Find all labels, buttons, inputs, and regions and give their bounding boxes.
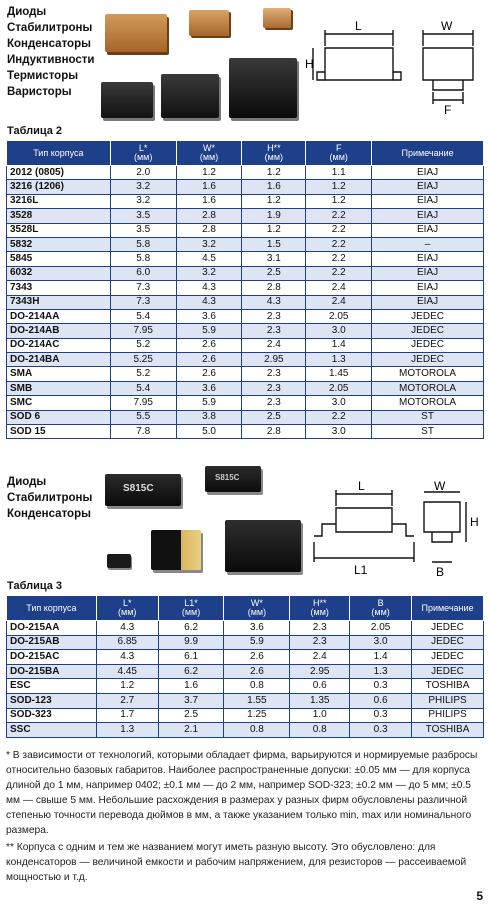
table2-cell-l: 7.3 xyxy=(110,281,176,295)
table2-cell-f: 1.4 xyxy=(306,338,372,352)
dim2-label-w: W xyxy=(434,480,446,493)
table3-cell-case: SOD-323 xyxy=(7,708,97,723)
table3-cell-b: 0.3 xyxy=(350,708,412,723)
table2-cell-h: 2.3 xyxy=(242,367,306,381)
table3-cell-note: JEDEC xyxy=(412,650,484,665)
table2-cell-h: 2.3 xyxy=(242,396,306,410)
table2-cell-note: ST xyxy=(372,410,484,424)
category-capacitors: Конденсаторы xyxy=(7,38,91,50)
table2-cell-l: 7.8 xyxy=(110,425,176,439)
table2-cell-h: 2.3 xyxy=(242,381,306,395)
table2-cell-note: JEDEC xyxy=(372,309,484,323)
table2-row xyxy=(7,295,484,309)
table3-cell-w: 2.6 xyxy=(224,664,290,679)
table2-cell-h: 1.2 xyxy=(242,223,306,237)
table2-cell-f: 1.1 xyxy=(306,166,372,180)
table2-header-case: Тип корпуса xyxy=(7,141,111,166)
table3-cell-w: 0.8 xyxy=(224,723,290,738)
table2-cell-h: 3.1 xyxy=(242,252,306,266)
table3-header-h: H** (мм) xyxy=(290,596,350,621)
table2-cell-f: 1.3 xyxy=(306,353,372,367)
table2-cell-w: 2.6 xyxy=(176,353,242,367)
table3-cell-case: DO-215AB xyxy=(7,635,97,650)
table3-title: Таблица 3 xyxy=(7,580,63,592)
table2-cell-f: 2.2 xyxy=(306,237,372,251)
table3-cell-l: 1.2 xyxy=(96,679,158,694)
table2-cell-w: 4.3 xyxy=(176,295,242,309)
dim2-label-h: H xyxy=(470,515,479,529)
table2-row xyxy=(7,166,484,180)
table3-cell-note: TOSHIBA xyxy=(412,679,484,694)
chip-marking-1: S815C xyxy=(123,483,154,494)
table3-header-l: L* (мм) xyxy=(96,596,158,621)
table2-cell-l: 5.2 xyxy=(110,367,176,381)
footnote-1: * В зависимости от технологий, которыми обладает фирма, варьируются и нормируемые разбросы относительно базовых габаритов. Наиболее распространенные допуски: ±0.05 мм — для корпуса длиной до 1 мм, например 0402; ±0.1 мм — до 2 мм, например SOD-323; ±0.2 мм — до 5 мм; ±0.5 мм — свыше 5 мм. Небольшие расхождения в размерах у разных фирм обусловлены различной степенью точности перевода дюймов в мм, а также указанием только min, max или номинального размера. xyxy=(6,750,478,836)
table2-cell-case: 3528 xyxy=(7,209,111,223)
table3-cell-l1: 1.6 xyxy=(158,679,224,694)
table2-row xyxy=(7,281,484,295)
table2-cell-w: 2.6 xyxy=(176,338,242,352)
table2-cell-f: 2.2 xyxy=(306,252,372,266)
table2-cell-h: 1.6 xyxy=(242,180,306,194)
small-chip xyxy=(107,554,131,568)
table2-row xyxy=(7,381,484,395)
table3-row xyxy=(7,708,484,723)
table2-cell-w: 4.5 xyxy=(176,252,242,266)
table3-cell-note: PHILIPS xyxy=(412,693,484,708)
table2-row xyxy=(7,396,484,410)
table3-cell-h: 0.8 xyxy=(290,723,350,738)
table2-cell-l: 5.4 xyxy=(110,381,176,395)
table3-row xyxy=(7,679,484,694)
table3-cell-l: 4.45 xyxy=(96,664,158,679)
table2-row xyxy=(7,324,484,338)
table2-cell-f: 3.0 xyxy=(306,396,372,410)
dim2-label-l: L xyxy=(358,480,365,493)
table2-cell-l: 5.8 xyxy=(110,237,176,251)
table2-row xyxy=(7,338,484,352)
sod-chip-1 xyxy=(105,474,181,506)
table2-cell-f: 2.2 xyxy=(306,266,372,280)
table2-cell-case: SMC xyxy=(7,396,111,410)
category-diodes-2: Диоды xyxy=(7,476,47,488)
table2-cell-w: 2.8 xyxy=(176,209,242,223)
table2-cell-h: 2.8 xyxy=(242,281,306,295)
table3-cell-w: 0.8 xyxy=(224,679,290,694)
table2-cell-f: 2.2 xyxy=(306,410,372,424)
table2-cell-l: 3.5 xyxy=(110,223,176,237)
table2-header-w: W* (мм) xyxy=(176,141,242,166)
table3-cell-w: 1.25 xyxy=(224,708,290,723)
table2-cell-note: EIAJ xyxy=(372,281,484,295)
table3-row xyxy=(7,650,484,665)
table2-cell-l: 7.95 xyxy=(110,324,176,338)
category-list-1 xyxy=(7,4,95,100)
table3-row xyxy=(7,664,484,679)
table2-cell-case: DO-214AC xyxy=(7,338,111,352)
table2-cell-case: DO-214AA xyxy=(7,309,111,323)
black-chip-2 xyxy=(161,74,219,118)
table2-cell-f: 3.0 xyxy=(306,324,372,338)
table2-cell-note: EIAJ xyxy=(372,252,484,266)
table3-cell-b: 2.05 xyxy=(350,621,412,636)
table2 xyxy=(6,140,484,439)
black-chip-3 xyxy=(229,58,297,118)
table3-cell-h: 2.3 xyxy=(290,621,350,636)
table3-row xyxy=(7,621,484,636)
table2-cell-f: 2.2 xyxy=(306,209,372,223)
table3-cell-case: SOD-123 xyxy=(7,693,97,708)
table2-row xyxy=(7,266,484,280)
table3-cell-l1: 6.1 xyxy=(158,650,224,665)
table3-cell-note: PHILIPS xyxy=(412,708,484,723)
table3-row xyxy=(7,723,484,738)
table2-cell-f: 2.05 xyxy=(306,381,372,395)
table2-row xyxy=(7,410,484,424)
table2-cell-l: 6.0 xyxy=(110,266,176,280)
table3-header-l1: L1* (мм) xyxy=(158,596,224,621)
table2-cell-l: 3.5 xyxy=(110,209,176,223)
table3-cell-case: SSC xyxy=(7,723,97,738)
table2-cell-h: 1.2 xyxy=(242,194,306,208)
table2-header-f: F (мм) xyxy=(306,141,372,166)
smd-chip-gold xyxy=(151,530,201,570)
page-number: 5 xyxy=(476,889,483,903)
table2-cell-case: SMA xyxy=(7,367,111,381)
table2-cell-case: 7343 xyxy=(7,281,111,295)
table2-cell-h: 2.5 xyxy=(242,410,306,424)
table3-cell-l1: 2.1 xyxy=(158,723,224,738)
table2-row xyxy=(7,353,484,367)
table3-header-row xyxy=(7,596,484,621)
table2-cell-case: 5832 xyxy=(7,237,111,251)
table2-cell-note: JEDEC xyxy=(372,338,484,352)
table2-cell-f: 2.4 xyxy=(306,281,372,295)
table3-cell-h: 2.4 xyxy=(290,650,350,665)
table2-row xyxy=(7,425,484,439)
table2-cell-w: 3.6 xyxy=(176,381,242,395)
table2-cell-f: 2.05 xyxy=(306,309,372,323)
table3-cell-l1: 6.2 xyxy=(158,621,224,636)
table2-cell-case: 5845 xyxy=(7,252,111,266)
table3-cell-case: DO-215AA xyxy=(7,621,97,636)
table2-cell-case: SMB xyxy=(7,381,111,395)
table2-cell-w: 1.6 xyxy=(176,180,242,194)
table2-row xyxy=(7,309,484,323)
dim2-label-l1: L1 xyxy=(354,563,368,577)
table2-cell-note: EIAJ xyxy=(372,209,484,223)
table2-cell-case: DO-214BA xyxy=(7,353,111,367)
table2-cell-h: 2.5 xyxy=(242,266,306,280)
table2-cell-note: – xyxy=(372,237,484,251)
table3-cell-case: ESC xyxy=(7,679,97,694)
table2-cell-note: EIAJ xyxy=(372,166,484,180)
category-inductors: Индуктивности xyxy=(7,54,95,66)
table2-cell-h: 1.5 xyxy=(242,237,306,251)
table2-cell-l: 5.5 xyxy=(110,410,176,424)
table3-cell-b: 0.6 xyxy=(350,693,412,708)
table2-cell-f: 3.0 xyxy=(306,425,372,439)
table2-cell-w: 1.2 xyxy=(176,166,242,180)
footnote-2: ** Корпуса с одним и тем же названием могут иметь разную высоту. Это обусловлено: для конденсаторов — величиной емкости и рабочим напряжением, для резисторов — рассеиваемой мощностью и т.д. xyxy=(6,842,467,883)
table2-cell-w: 1.6 xyxy=(176,194,242,208)
table3-cell-w: 5.9 xyxy=(224,635,290,650)
table2-row xyxy=(7,367,484,381)
table2-cell-f: 1.2 xyxy=(306,194,372,208)
footnotes xyxy=(6,748,484,887)
table2-cell-note: MOTOROLA xyxy=(372,396,484,410)
table3-cell-w: 3.6 xyxy=(224,621,290,636)
table3-cell-l: 4.3 xyxy=(96,650,158,665)
category-capacitors-2: Конденсаторы xyxy=(7,508,91,520)
table3-cell-l1: 6.2 xyxy=(158,664,224,679)
table3-header-note: Примечание xyxy=(412,596,484,621)
table2-cell-f: 2.2 xyxy=(306,223,372,237)
table2-cell-h: 2.95 xyxy=(242,353,306,367)
table2-cell-w: 3.8 xyxy=(176,410,242,424)
chip-marking-2: S815C xyxy=(215,473,240,482)
table2-cell-f: 1.45 xyxy=(306,367,372,381)
table2-cell-note: EIAJ xyxy=(372,266,484,280)
table2-cell-h: 2.3 xyxy=(242,324,306,338)
category-diodes: Диоды xyxy=(7,6,47,18)
category-zeners: Стабилитроны xyxy=(7,22,93,34)
table3-header-w: W* (мм) xyxy=(224,596,290,621)
table2-cell-note: MOTOROLA xyxy=(372,381,484,395)
dim-label-l: L xyxy=(355,19,362,33)
dim-label-f: F xyxy=(444,103,452,117)
table2-title: Таблица 2 xyxy=(7,125,63,137)
table3-cell-l: 4.3 xyxy=(96,621,158,636)
table3-cell-note: TOSHIBA xyxy=(412,723,484,738)
table2-cell-w: 5.0 xyxy=(176,425,242,439)
sod-chip-2 xyxy=(205,466,261,492)
table2-cell-l: 5.4 xyxy=(110,309,176,323)
table3-cell-case: DO-215BA xyxy=(7,664,97,679)
table2-cell-case: SOD 15 xyxy=(7,425,111,439)
table2-header-l: L* (мм) xyxy=(110,141,176,166)
table2-cell-w: 3.2 xyxy=(176,266,242,280)
table3-cell-note: JEDEC xyxy=(412,664,484,679)
table3-cell-h: 0.6 xyxy=(290,679,350,694)
table2-cell-w: 3.2 xyxy=(176,237,242,251)
category-zeners-2: Стабилитроны xyxy=(7,492,93,504)
table2-cell-note: EIAJ xyxy=(372,180,484,194)
table2-cell-h: 2.4 xyxy=(242,338,306,352)
table2-row xyxy=(7,209,484,223)
table3-cell-l: 1.3 xyxy=(96,723,158,738)
table2-cell-case: 6032 xyxy=(7,266,111,280)
table3-cell-b: 3.0 xyxy=(350,635,412,650)
table2-cell-l: 5.2 xyxy=(110,338,176,352)
table2-cell-note: EIAJ xyxy=(372,194,484,208)
dim2-label-b: B xyxy=(436,565,445,579)
black-chip-1 xyxy=(101,82,153,118)
table2-header-row xyxy=(7,141,484,166)
table3-header-case: Тип корпуса xyxy=(7,596,97,621)
table2-cell-case: SOD 6 xyxy=(7,410,111,424)
table2-row xyxy=(7,223,484,237)
table2-cell-l: 2.0 xyxy=(110,166,176,180)
table2-cell-w: 5.9 xyxy=(176,396,242,410)
tantalum-cap-small xyxy=(263,8,291,28)
components-photo-2 xyxy=(93,462,307,582)
tantalum-cap-medium xyxy=(189,10,229,36)
table2-cell-w: 4.3 xyxy=(176,281,242,295)
table3-cell-b: 1.4 xyxy=(350,650,412,665)
table2-cell-case: 2012 (0805) xyxy=(7,166,111,180)
table3-cell-w: 1.55 xyxy=(224,693,290,708)
table2-cell-h: 2.3 xyxy=(242,309,306,323)
table2-cell-w: 2.6 xyxy=(176,367,242,381)
table2-header-note: Примечание xyxy=(372,141,484,166)
tantalum-cap-large xyxy=(105,14,167,52)
table2-header-h: H** (мм) xyxy=(242,141,306,166)
table2-cell-case: 7343H xyxy=(7,295,111,309)
table3-cell-l1: 3.7 xyxy=(158,693,224,708)
table3-cell-h: 1.0 xyxy=(290,708,350,723)
table2-cell-l: 5.25 xyxy=(110,353,176,367)
table3-cell-l: 1.7 xyxy=(96,708,158,723)
table2-cell-case: 3216L xyxy=(7,194,111,208)
table2-cell-l: 7.95 xyxy=(110,396,176,410)
category-thermistors: Термисторы xyxy=(7,70,79,82)
dimension-diagram-2 xyxy=(312,480,487,580)
table2-cell-f: 1.2 xyxy=(306,180,372,194)
table2-row xyxy=(7,252,484,266)
table3-cell-b: 0.3 xyxy=(350,723,412,738)
table2-cell-case: DO-214AB xyxy=(7,324,111,338)
dimension-diagram-1 xyxy=(305,8,485,120)
table3-cell-w: 2.6 xyxy=(224,650,290,665)
table2-cell-note: ST xyxy=(372,425,484,439)
table2-cell-f: 2.4 xyxy=(306,295,372,309)
table2-row xyxy=(7,194,484,208)
table2-cell-h: 4.3 xyxy=(242,295,306,309)
smd-chip-large xyxy=(225,520,301,572)
table2-row xyxy=(7,237,484,251)
table2-cell-l: 3.2 xyxy=(110,194,176,208)
table3-cell-h: 2.95 xyxy=(290,664,350,679)
table2-row xyxy=(7,180,484,194)
dim-label-h: H xyxy=(305,57,314,71)
table2-cell-note: JEDEC xyxy=(372,324,484,338)
table3-row xyxy=(7,635,484,650)
table3-row xyxy=(7,693,484,708)
table3-cell-note: JEDEC xyxy=(412,621,484,636)
table3-cell-l1: 2.5 xyxy=(158,708,224,723)
table3-cell-h: 2.3 xyxy=(290,635,350,650)
table3-header-b: B (мм) xyxy=(350,596,412,621)
table2-cell-h: 2.8 xyxy=(242,425,306,439)
table2-cell-note: JEDEC xyxy=(372,353,484,367)
table3-cell-h: 1.35 xyxy=(290,693,350,708)
table2-cell-w: 5.9 xyxy=(176,324,242,338)
table2-cell-case: 3216 (1206) xyxy=(7,180,111,194)
table2-cell-note: EIAJ xyxy=(372,223,484,237)
table3-cell-note: JEDEC xyxy=(412,635,484,650)
table2-cell-h: 1.2 xyxy=(242,166,306,180)
table2-cell-note: EIAJ xyxy=(372,295,484,309)
table2-cell-w: 3.6 xyxy=(176,309,242,323)
table2-cell-h: 1.9 xyxy=(242,209,306,223)
table2-cell-note: MOTOROLA xyxy=(372,367,484,381)
table2-cell-l: 7.3 xyxy=(110,295,176,309)
table2-cell-l: 5.8 xyxy=(110,252,176,266)
dim-label-w: W xyxy=(441,19,453,33)
category-list-2 xyxy=(7,474,92,522)
table3-cell-case: DO-215AC xyxy=(7,650,97,665)
table2-cell-case: 3528L xyxy=(7,223,111,237)
table3-cell-l: 6.85 xyxy=(96,635,158,650)
table2-cell-l: 3.2 xyxy=(110,180,176,194)
table3-cell-l1: 9.9 xyxy=(158,635,224,650)
table3-cell-b: 1.3 xyxy=(350,664,412,679)
table3-cell-l: 2.7 xyxy=(96,693,158,708)
table3 xyxy=(6,595,484,738)
table3-cell-b: 0.3 xyxy=(350,679,412,694)
table2-cell-w: 2.8 xyxy=(176,223,242,237)
category-varistors: Варисторы xyxy=(7,86,72,98)
components-photo-1 xyxy=(97,4,300,124)
